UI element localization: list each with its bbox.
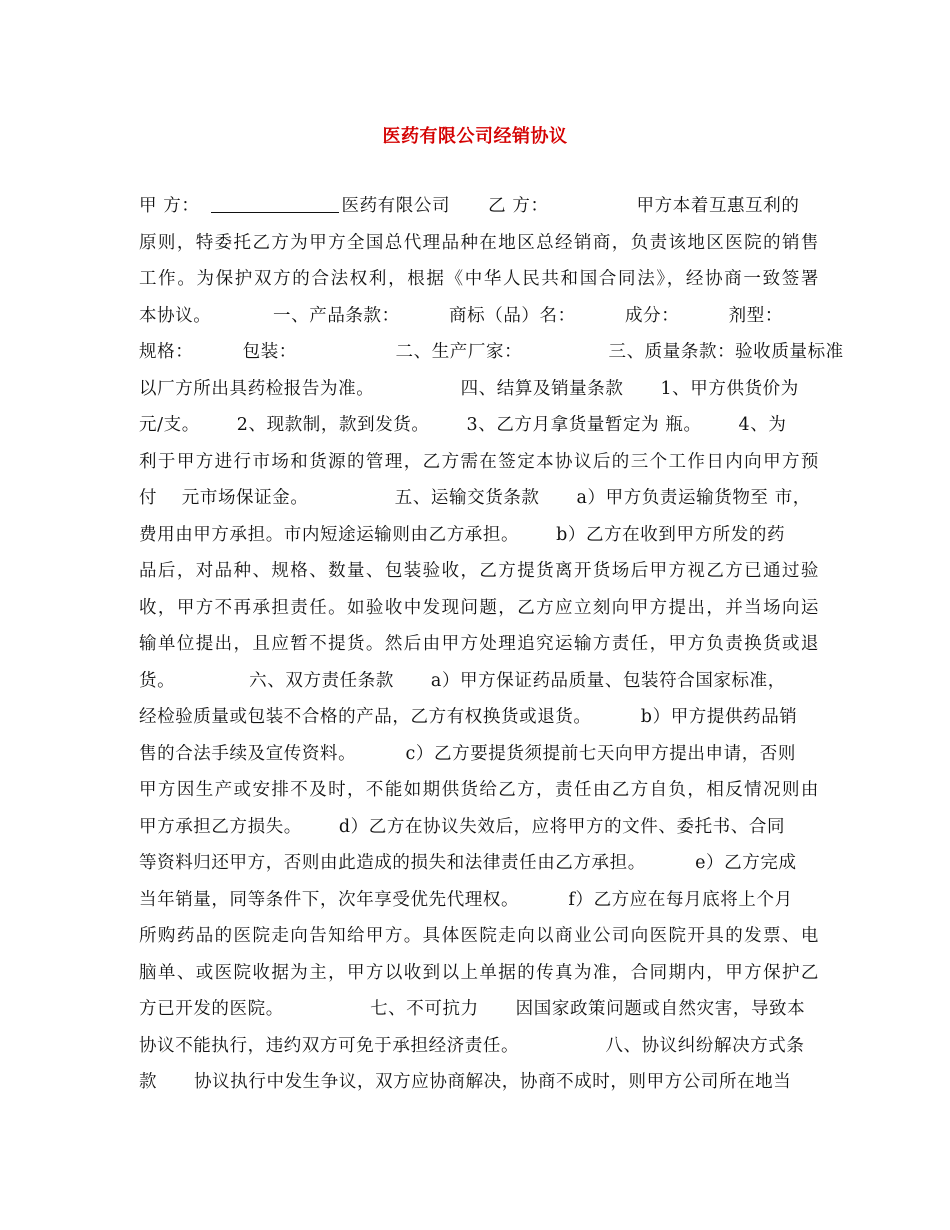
party-a-company: 医药有限公司 [341,196,451,216]
body-line: 收，甲方不再承担责任。如验收中发现问题，乙方应立刻向甲方提出，并当场向运 [139,597,819,618]
body-line: 货。 六、双方责任条款 a）甲方保证药品质量、包装符合国家标准， [139,670,786,691]
body-line: 协议不能执行，违约双方可免于承担经济责任。 八、协议纠纷解决方式条 [139,1035,805,1056]
body-line-1-tail: 甲方本着互惠互利的 [636,196,800,216]
body-line: 品后，对品种、规格、数量、包装验收，乙方提货离开货场后甲方视乙方已通过验 [139,561,819,581]
party-a-label: 甲 方： [139,196,200,216]
body-line: 所购药品的医院走向告知给甲方。具体医院走向以商业公司向医院开具的发票、电 [139,926,819,946]
body-line: 工作。为保护双方的合法权利，根据《中华人民共和国合同法》，经协商一致签署 [139,269,819,289]
body-line: 以厂方所出具药检报告为准。 四、结算及销量条款 1、甲方供货价为 [139,378,799,399]
body-line: 经检验质量或包装不合格的产品，乙方有权换货或退货。 b）甲方提供药品销 [139,707,798,727]
body-line: 本协议。 一、产品条款： 商标（品）名： 成分： 剂型： [139,305,783,326]
body-line: 原则，特委托乙方为甲方全国总代理品种在地区总经销商，负责该地区医院的销售 [139,232,819,253]
document-body [139,192,844,1105]
body-line: 利于甲方进行市场和货源的管理，乙方需在签定本协议后的三个工作日内向甲方预 [139,451,819,472]
body-line: 元/支。 2、现款制，款到发货。 3、乙方月拿货量暂定为 瓶。 4、为 [139,415,787,435]
body-line: 款 协议执行中发生争议，双方应协商解决，协商不成时，则甲方公司所在地当 [139,1072,792,1092]
body-line: 费用由甲方承担。市内短途运输则由乙方承担。 b）乙方在收到甲方所发的药 [139,524,786,545]
party-a-blank [211,194,339,213]
body-line: 甲方因生产或安排不及时，不能如期供货给乙方，责任由乙方自负，相反情况则由 [139,780,819,800]
body-line: 付 元市场保证金。 五、运输交货条款 a）甲方负责运输货物至 市， [139,488,811,508]
body-line-party [139,192,819,229]
body-line: 甲方承担乙方损失。 d）乙方在协议失效后，应将甲方的文件、委托书、合同 [139,816,786,837]
party-b-label: 乙 方： [488,196,549,216]
body-line: 规格： 包装： 二、生产厂家： 三、质量条款：验收质量标准 [139,342,844,362]
body-line: 当年销量，同等条件下，次年享受优先代理权。 f）乙方应在每月底将上个月 [139,889,793,910]
document-title: 医药有限公司经销协议 [382,126,568,147]
body-line: 售的合法手续及宣传资料。 c）乙方要提货须提前七天向甲方提出申请，否则 [139,743,797,764]
body-line: 输单位提出，且应暂不提货。然后由甲方处理追究运输方责任，甲方负责换货或退 [139,634,819,654]
body-line: 等资料归还甲方，否则由此造成的损失和法律责任由乙方承担。 e）乙方完成 [139,853,797,873]
body-line: 脑单、或医院收据为主，甲方以收到以上单据的传真为准，合同期内，甲方保护乙 [139,962,819,983]
body-line: 方已开发的医院。 七、不可抗力 因国家政策问题或自然灾害，导致本 [139,999,806,1019]
